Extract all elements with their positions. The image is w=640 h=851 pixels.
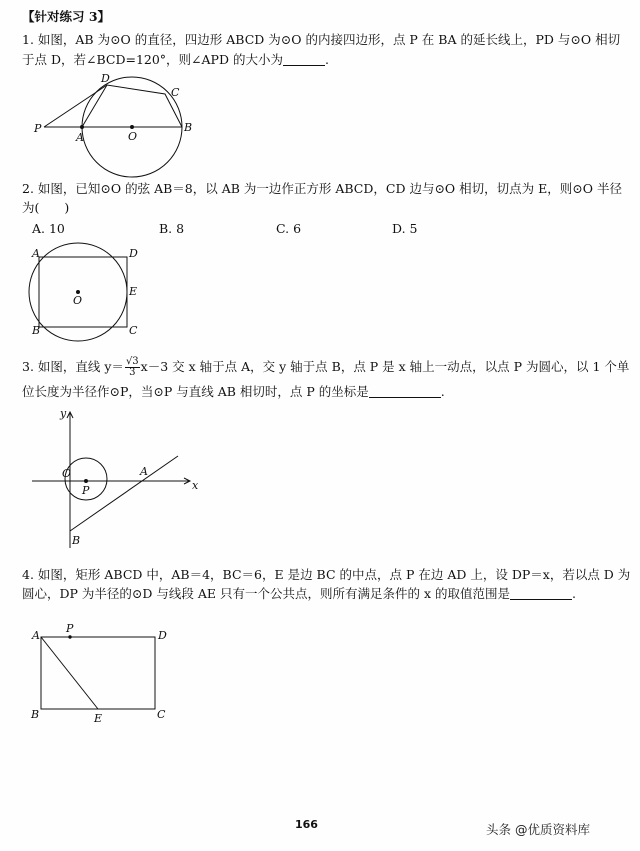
- q3-line1: [22, 357, 629, 378]
- watermark: 头条 @优质资料库: [486, 822, 590, 837]
- fig2-label-a: A: [32, 247, 40, 260]
- fig2-label-e: E: [129, 285, 138, 298]
- fig3-label-b: B: [72, 534, 81, 547]
- q2-option-d: D. 5: [392, 221, 418, 236]
- q4-line1: 4. 如图，矩形 ABCD 中，AB＝4，BC＝6，E 是边 BC 的中点，点 P 在边 AD 上，设 DP＝x，若以点 D 为: [22, 567, 631, 582]
- fig1-label-o: O: [128, 130, 138, 143]
- figure-2: [29, 243, 127, 341]
- fig3-label-a: A: [140, 465, 148, 478]
- fig4-label-e: E: [94, 712, 103, 725]
- q4-line2-end: .: [571, 586, 576, 601]
- fig3-label-o: O: [62, 467, 72, 480]
- section-title: 【针对练习 3】: [22, 9, 111, 24]
- figure-3: [32, 412, 190, 548]
- q3-fraction-denominator: 3: [129, 367, 136, 378]
- fig4-segment-ae: [41, 637, 98, 709]
- fig3-label-p: P: [82, 484, 90, 497]
- q3-fraction-numerator: √3: [125, 356, 139, 367]
- q2-option-a: A. 10: [32, 221, 65, 236]
- q3-line2: [22, 383, 445, 401]
- fig1-center-dot: [131, 126, 134, 129]
- fig1-line-pd: [44, 85, 107, 127]
- q2-option-c: C. 6: [276, 221, 302, 236]
- fig3-label-x: x: [192, 479, 199, 492]
- q1-line2-end: .: [324, 52, 329, 67]
- fig4-point-p: [69, 636, 71, 638]
- fig3-label-y: y: [60, 407, 67, 420]
- q3-fraction: [125, 357, 140, 378]
- q3-line2-text: 位长度为半径作⊙P，当⊙P 与直线 AB 相切时，点 P 的坐标是: [22, 384, 369, 399]
- q2-line1: 2. 如图，已知⊙O 的弦 AB＝8，以 AB 为一边作正方形 ABCD，CD 边与⊙O 相切，切点为 E，则⊙O 半径: [22, 181, 622, 196]
- q4-line2: [22, 585, 576, 603]
- page-number: 166: [295, 818, 318, 831]
- fig4-label-b: B: [31, 708, 40, 721]
- q4-line2-text: 圆心，DP 为半径的⊙D 与线段 AE 只有一个公共点，则所有满足条件的 x 的取值范围是: [22, 586, 510, 601]
- q1-line2-text: 于点 D，若∠BCD=120°，则∠APD 的大小为: [22, 52, 283, 67]
- fig2-square-abcd: [39, 257, 127, 327]
- fig1-label-p: P: [34, 122, 42, 135]
- fig1-label-a: A: [76, 131, 84, 144]
- fig2-label-c: C: [129, 324, 138, 337]
- fig2-label-o: O: [73, 294, 83, 307]
- fig1-label-c: C: [171, 86, 180, 99]
- q3-line2-end: .: [440, 384, 445, 399]
- q2-line2: 为( ): [22, 200, 70, 215]
- fig4-label-d: D: [158, 629, 167, 642]
- fig4-label-p: P: [66, 622, 74, 635]
- figure-1: [44, 77, 182, 177]
- fig1-point-a: [81, 126, 84, 129]
- fig3-point-p: [85, 480, 88, 483]
- q1-line1: 1. 如图，AB 为⊙O 的直径，四边形 ABCD 为⊙O 的内接四边形，点 P 在 BA 的延长线上，PD 与⊙O 相切: [22, 32, 621, 47]
- fig2-label-d: D: [129, 247, 138, 260]
- q3-line1-post: x－3 交 x 轴于点 A，交 y 轴于点 B，点 P 是 x 轴上一动点，以点 P 为圆心，以 1 个单: [140, 359, 630, 374]
- fig1-label-d: D: [101, 72, 110, 85]
- q2-option-b: B. 8: [159, 221, 185, 236]
- q3-answer-blank: [369, 385, 441, 398]
- figure-4: [41, 636, 155, 709]
- fig4-label-c: C: [157, 708, 166, 721]
- fig2-label-b: B: [32, 324, 41, 337]
- q3-line1-pre: 3. 如图，直线 y＝: [22, 359, 124, 374]
- fig4-label-a: A: [32, 629, 40, 642]
- fig4-rect-abcd: [41, 637, 155, 709]
- q4-answer-blank: [510, 587, 572, 600]
- fig1-label-b: B: [184, 121, 193, 134]
